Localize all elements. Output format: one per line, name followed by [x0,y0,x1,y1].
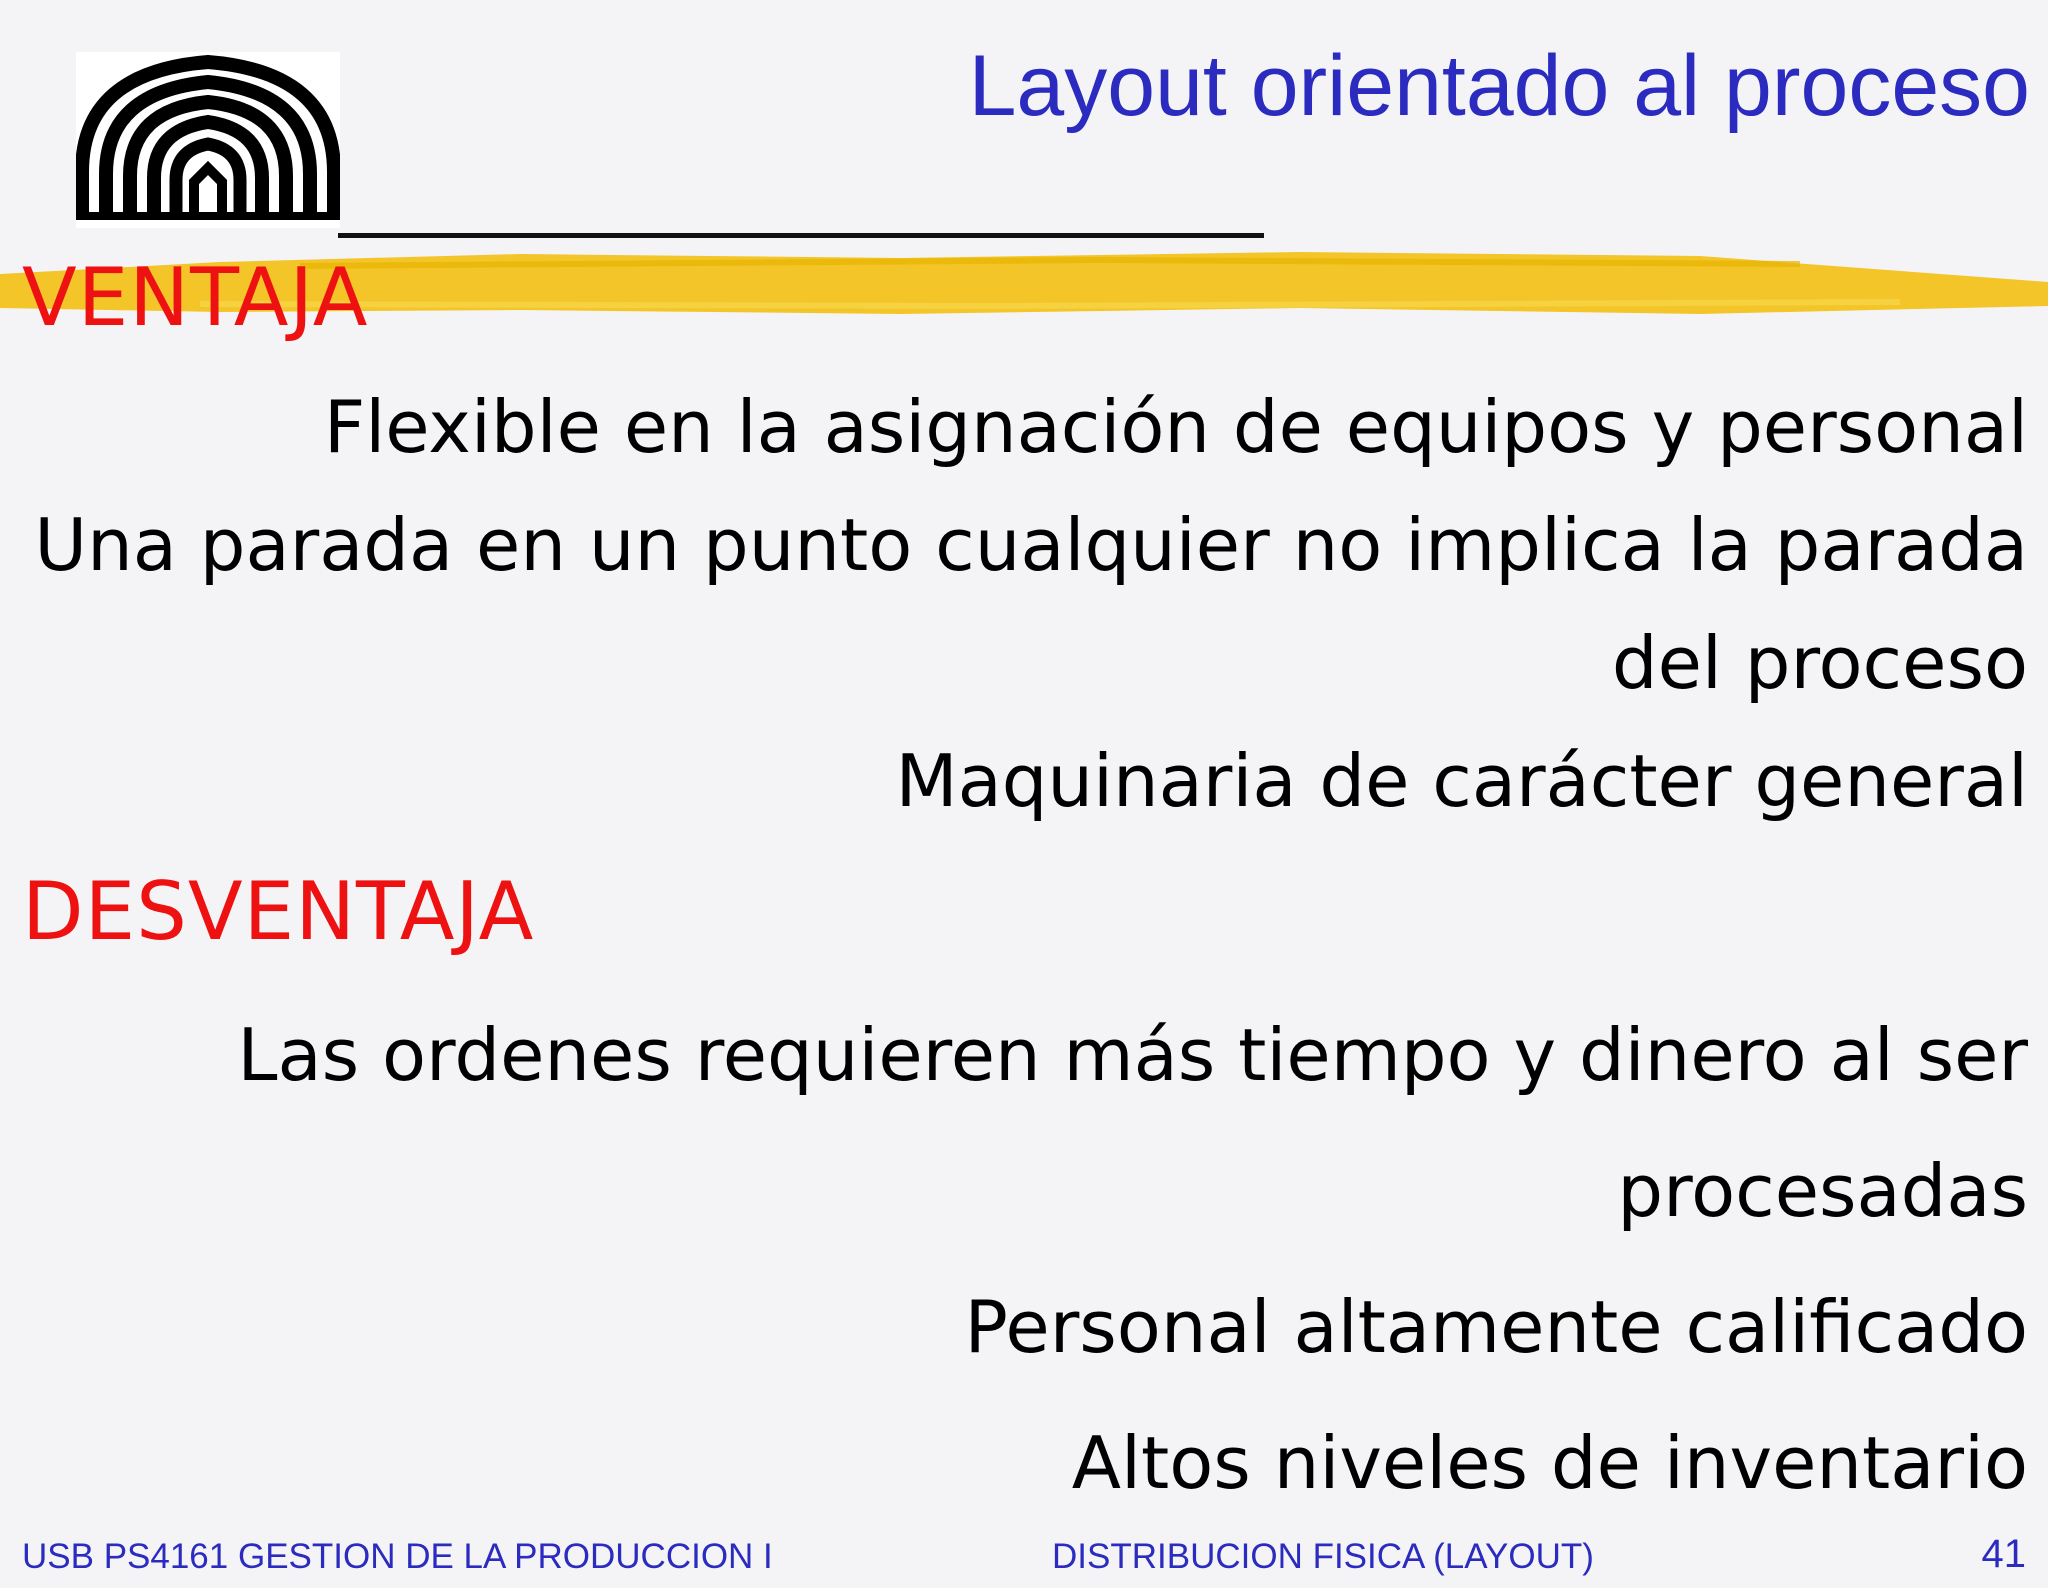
footer-course: USB PS4161 GESTION DE LA PRODUCCION I [22,1537,773,1576]
page-number: 41 [1981,1532,2026,1576]
slide-title: Layout orientado al proceso [968,38,2030,134]
ventaja-item: Una parada en un punto cualquier no implica la parada [34,503,2028,587]
title-underline [338,233,1264,238]
footer-topic: DISTRIBUCION FISICA (LAYOUT) [1052,1537,1594,1576]
section-heading-desventaja: DESVENTAJA [22,865,535,958]
ventaja-item: del proceso [1611,621,2028,705]
section-heading-ventaja: VENTAJA [22,251,369,344]
ventaja-item: Maquinaria de carácter general [895,739,2028,823]
university-logo [76,52,340,228]
desventaja-item: Personal altamente calificado [964,1285,2028,1369]
desventaja-item: Las ordenes requieren más tiempo y dinero al ser [237,1013,2028,1097]
desventaja-item: Altos niveles de inventario [1071,1421,2028,1505]
university-arches-logo-icon [76,52,340,228]
ventaja-item: Flexible en la asignación de equipos y personal [323,385,2028,469]
desventaja-item: procesadas [1617,1149,2028,1233]
